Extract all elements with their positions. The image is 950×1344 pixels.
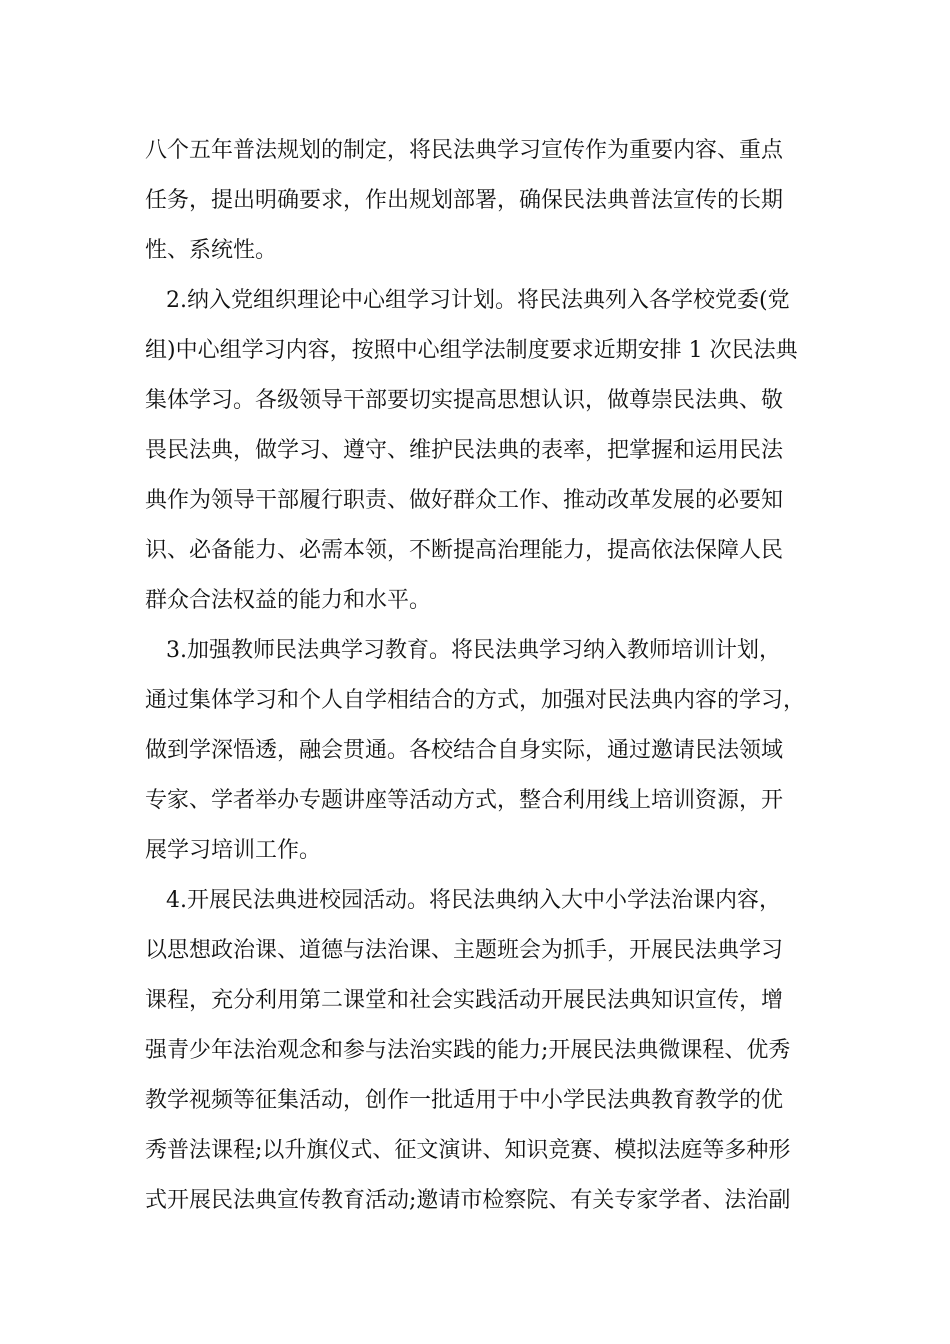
text-line: 做到学深悟透，融会贯通。各校结合自身实际，通过邀请民法领域	[145, 738, 784, 763]
paragraph-4-start: 4.开展民法典进校园活动。将民法典纳入大中小学法治课内容，	[166, 888, 781, 913]
text-line: 组)中心组学习内容，按照中心组学法制度要求近期安排 1 次民法典	[145, 338, 798, 363]
text-line: 以思想政治课、道德与法治课、主题班会为抓手，开展民法典学习	[145, 938, 784, 963]
text-line: 通过集体学习和个人自学相结合的方式，加强对民法典内容的学习，	[145, 688, 806, 713]
text-line: 展学习培训工作。	[145, 838, 322, 863]
text-line: 课程，充分利用第二课堂和社会实践活动开展民法典知识宣传，增	[145, 988, 784, 1013]
text-line: 教学视频等征集活动，创作一批适用于中小学民法典教育教学的优	[145, 1088, 784, 1113]
paragraph-2-start: 2.纳入党组织理论中心组学习计划。将民法典列入各学校党委(党	[166, 288, 790, 313]
text-line: 性、系统性。	[145, 238, 278, 263]
text-line: 式开展民法典宣传教育活动;邀请市检察院、有关专家学者、法治副	[145, 1188, 791, 1213]
text-line: 专家、学者举办专题讲座等活动方式，整合利用线上培训资源，开	[145, 788, 784, 813]
text-line: 八个五年普法规划的制定，将民法典学习宣传作为重要内容、重点	[145, 138, 784, 163]
paragraph-3-start: 3.加强教师民法典学习教育。将民法典学习纳入教师培训计划，	[166, 638, 781, 663]
text-line: 典作为领导干部履行职责、做好群众工作、推动改革发展的必要知	[145, 488, 784, 513]
text-line: 畏民法典，做学习、遵守、维护民法典的表率，把掌握和运用民法	[145, 438, 784, 463]
text-line: 任务，提出明确要求，作出规划部署，确保民法典普法宣传的长期	[145, 188, 784, 213]
text-line: 强青少年法治观念和参与法治实践的能力;开展民法典微课程、优秀	[145, 1038, 791, 1063]
text-line: 秀普法课程;以升旗仪式、征文演讲、知识竞赛、模拟法庭等多种形	[145, 1138, 791, 1163]
text-line: 群众合法权益的能力和水平。	[145, 588, 432, 613]
text-line: 集体学习。各级领导干部要切实提高思想认识，做尊崇民法典、敬	[145, 388, 784, 413]
text-line: 识、必备能力、必需本领，不断提高治理能力，提高依法保障人民	[145, 538, 784, 563]
